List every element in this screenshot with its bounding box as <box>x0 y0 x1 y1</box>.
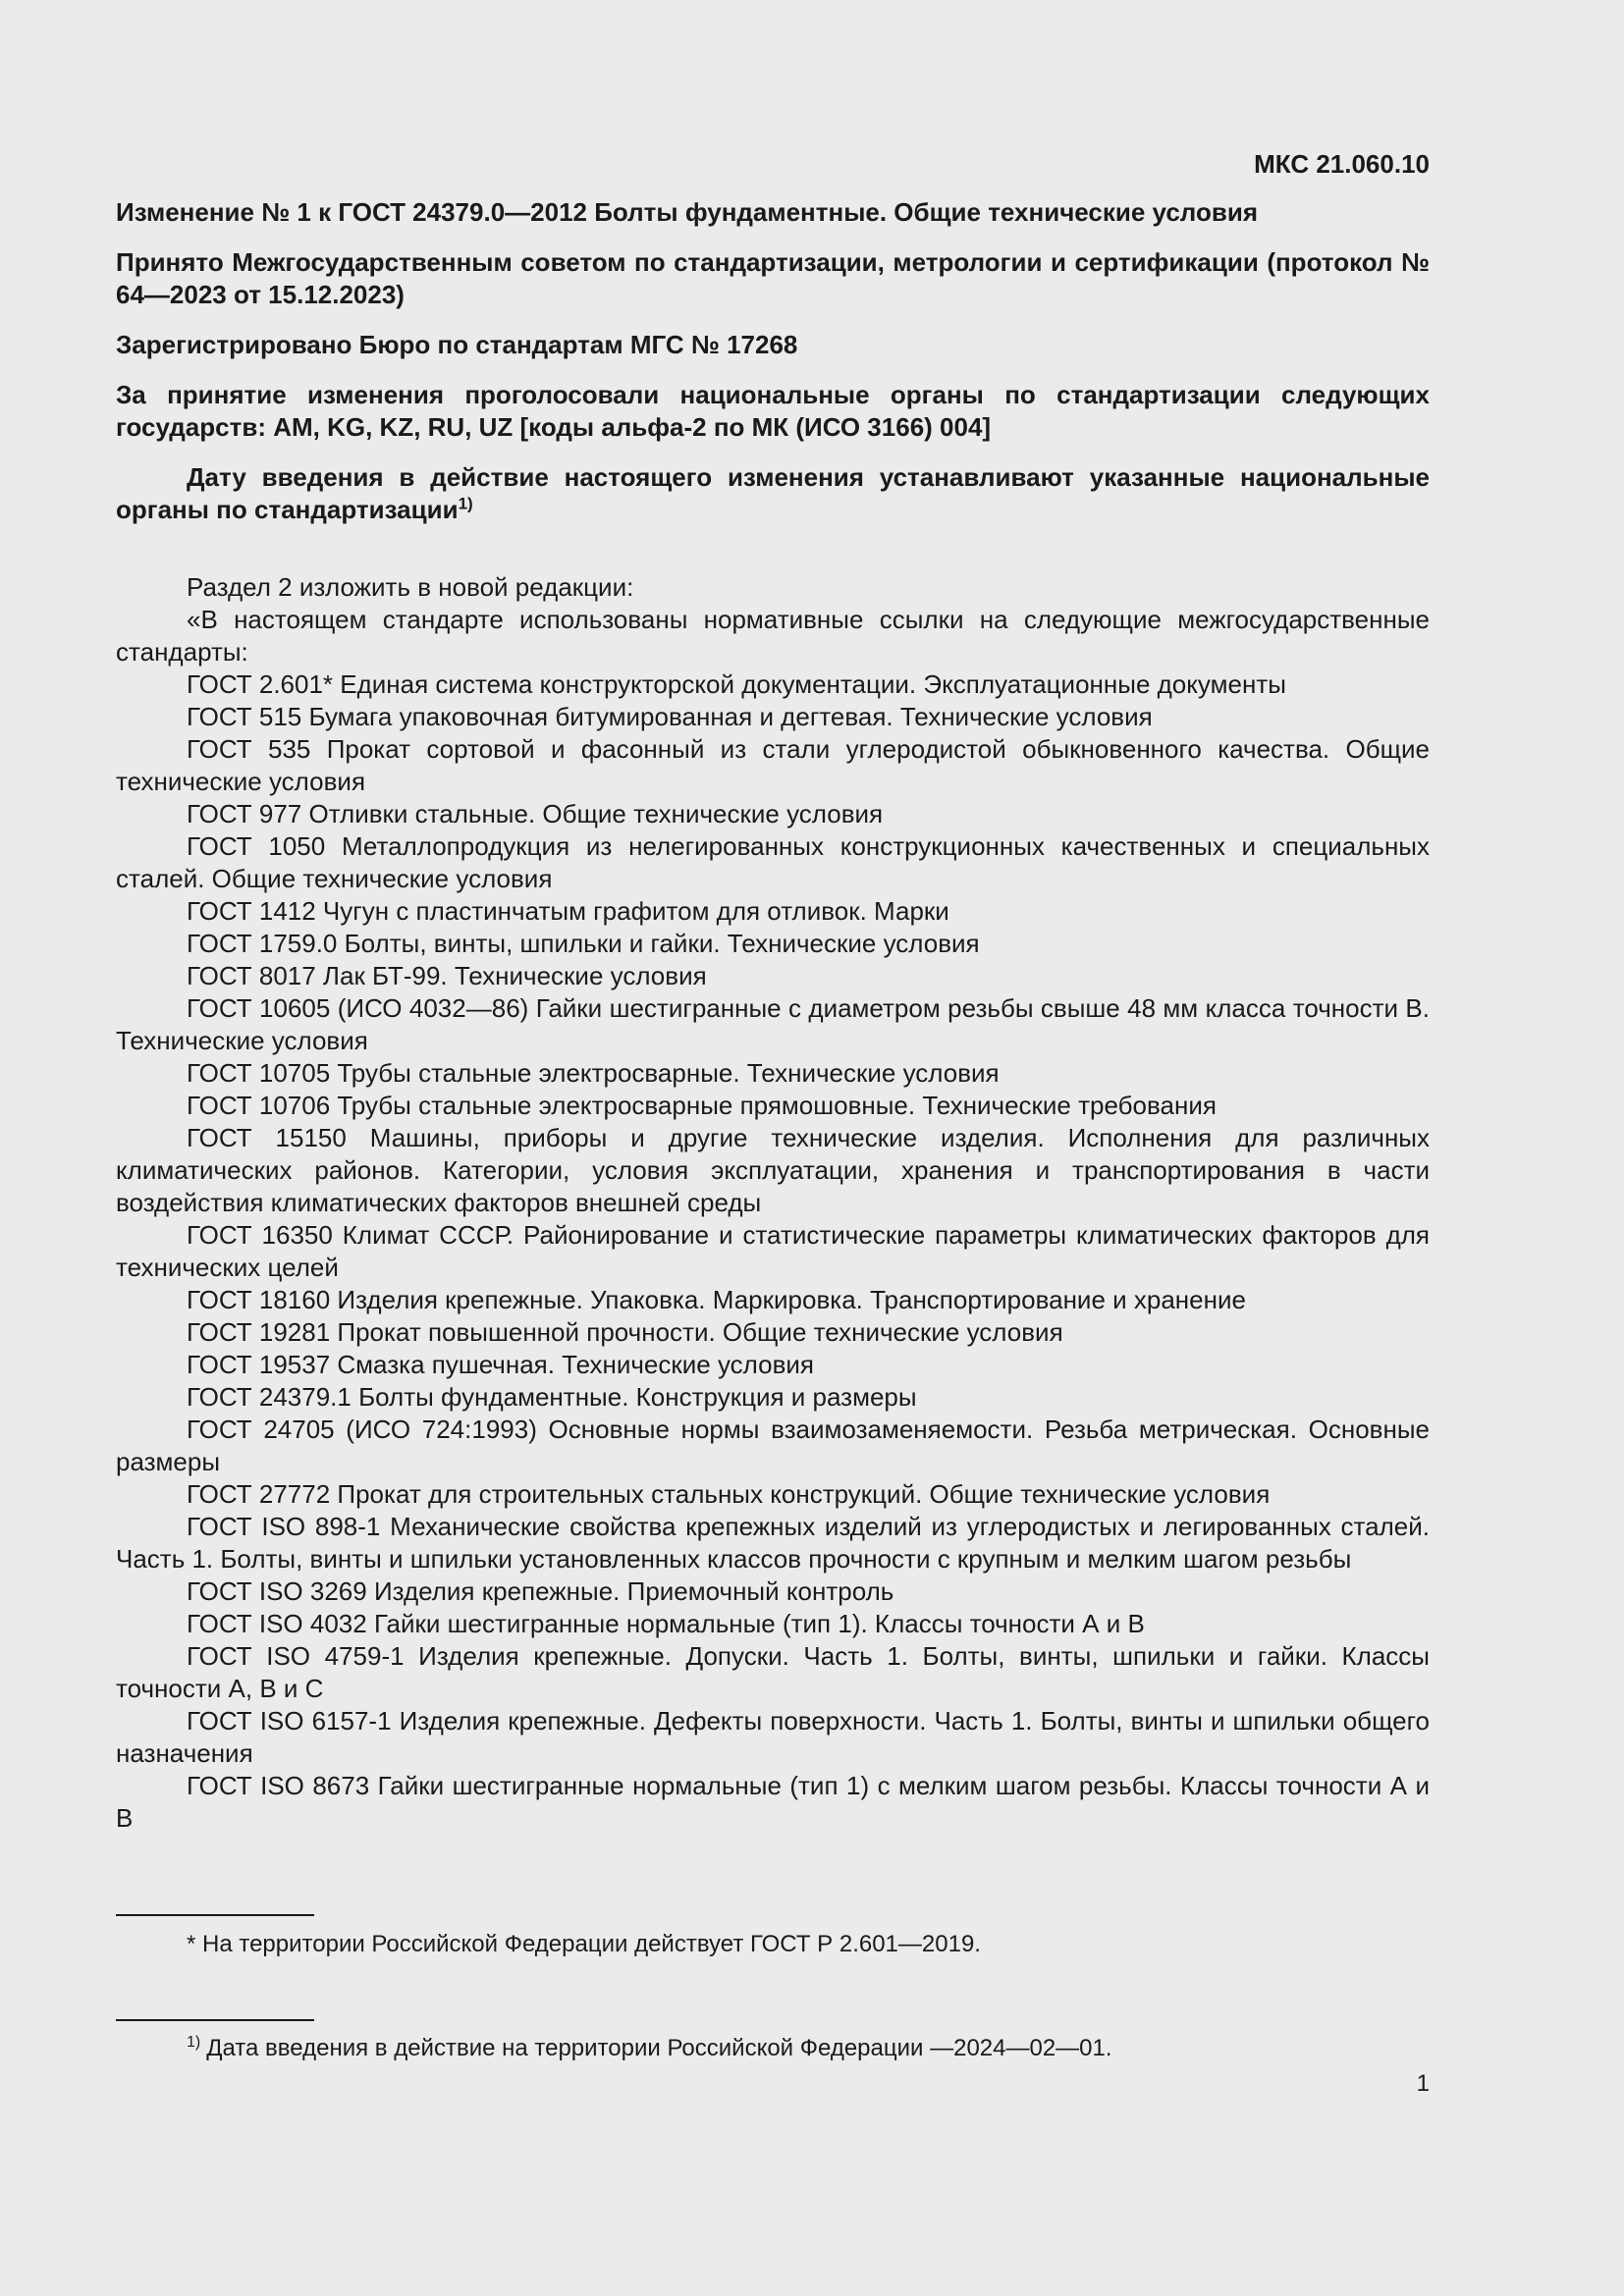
mks-code: МКС 21.060.10 <box>1254 149 1430 179</box>
intro-date-text: Дату введения в действие настоящего изменения устанавливают указанные национальные органы по стандартизации <box>116 462 1430 524</box>
normative-reference-item: ГОСТ 10605 (ИСО 4032—86) Гайки шестигранные с диаметром резьбы свыше 48 мм класса точности В. Технические условия <box>116 993 1430 1055</box>
normative-reference-item: ГОСТ 24705 (ИСО 724:1993) Основные нормы взаимозаменяемости. Резьба метрическая. Основные размеры <box>116 1415 1430 1476</box>
adopted-statement: Принято Межгосударственным советом по стандартизации, метрологии и сертификации (протокол № 64—2023 от 15.12.2023) <box>116 247 1430 309</box>
normative-reference-item: ГОСТ 977 Отливки стальные. Общие технические условия <box>187 799 884 828</box>
normative-reference-item: ГОСТ ISO 898-1 Механические свойства крепежных изделий из углеродистых и легированных сталей. Часть 1. Болты, винты и шпильки установленных классов прочности с крупным и мелким шагом резьбы <box>116 1512 1430 1574</box>
normative-reference-item: ГОСТ ISO 8673 Гайки шестигранные нормальные (тип 1) с мелким шагом резьбы. Классы точности А и В <box>116 1771 1430 1833</box>
normative-reference-item: ГОСТ 8017 Лак БТ-99. Технические условия <box>187 961 707 990</box>
normative-reference-item: ГОСТ 535 Прокат сортовой и фасонный из стали углеродистой обыкновенного качества. Общие технические условия <box>116 734 1430 796</box>
page-content <box>116 147 1430 1835</box>
page-number: 1 <box>1416 2070 1430 2097</box>
normative-reference-item: ГОСТ 24379.1 Болты фундаментные. Конструкция и размеры <box>187 1382 917 1412</box>
normative-reference-item: ГОСТ 1412 Чугун с пластинчатым графитом для отливок. Марки <box>187 896 949 926</box>
footnote-one-text: Дата введения в действие на территории Российской Федерации —2024—02—01. <box>206 2035 1112 2061</box>
normative-reference-item: ГОСТ 15150 Машины, приборы и другие технические изделия. Исполнения для различных климатических районов. Категории, условия эксплуатации, хранения и транспортирования в части воздействия климатических факторов внешней среды <box>116 1123 1430 1217</box>
footnote-divider-1 <box>116 1914 314 1916</box>
normative-reference-item: ГОСТ 1759.0 Болты, винты, шпильки и гайки. Технические условия <box>187 929 980 958</box>
footnote-one-marker: 1) <box>187 2034 201 2051</box>
normative-reference-item: ГОСТ ISO 6157-1 Изделия крепежные. Дефекты поверхности. Часть 1. Болты, винты и шпильки общего назначения <box>116 1706 1430 1768</box>
footnote-one <box>187 2034 1112 2063</box>
footnote-ref-1: 1) <box>458 494 473 513</box>
amendment-body <box>116 571 1430 1835</box>
footnote-divider-2 <box>116 2019 314 2021</box>
normative-reference-item: ГОСТ 16350 Климат СССР. Районирование и статистические параметры климатических факторов для технических целей <box>116 1220 1430 1282</box>
normative-reference-item: ГОСТ 2.601* Единая система конструкторской документации. Эксплуатационные документы <box>187 669 1286 699</box>
normative-reference-item: ГОСТ ISO 4759-1 Изделия крепежные. Допуски. Часть 1. Болты, винты, шпильки и гайки. Классы точности А, В и С <box>116 1641 1430 1703</box>
normative-reference-item: ГОСТ 27772 Прокат для строительных стальных конструкций. Общие технические условия <box>187 1479 1271 1509</box>
normative-reference-item: ГОСТ 19281 Прокат повышенной прочности. Общие технические условия <box>187 1317 1063 1347</box>
normative-reference-item: ГОСТ 19537 Смазка пушечная. Технические условия <box>187 1350 815 1379</box>
normative-reference-item: ГОСТ 515 Бумага упаковочная битумированная и дегтевая. Технические условия <box>187 702 1153 731</box>
normative-reference-item: ГОСТ 10706 Трубы стальные электросварные прямошовные. Технические требования <box>187 1091 1217 1120</box>
normative-refs-intro: «В настоящем стандарте использованы нормативные ссылки на следующие межгосударственные стандарты: <box>116 605 1430 667</box>
normative-reference-item: ГОСТ ISO 4032 Гайки шестигранные нормальные (тип 1). Классы точности А и В <box>187 1609 1145 1638</box>
registration-statement: Зарегистрировано Бюро по стандартам МГС № 17268 <box>116 330 798 359</box>
footnote-star: * На территории Российской Федерации действует ГОСТ Р 2.601—2019. <box>187 1931 981 1957</box>
amendment-title: Изменение № 1 к ГОСТ 24379.0—2012 Болты фундаментные. Общие технические условия <box>116 197 1259 227</box>
normative-reference-item: ГОСТ 18160 Изделия крепежные. Упаковка. Маркировка. Транспортирование и хранение <box>187 1285 1246 1314</box>
voting-statement: За принятие изменения проголосовали национальные органы по стандартизации следующих государств: AM, KG, KZ, RU, UZ [коды альфа-2 по МК (ИСО 3166) 004] <box>116 380 1430 442</box>
normative-reference-item: ГОСТ 1050 Металлопродукция из нелегированных конструкционных качественных и специальных сталей. Общие технические условия <box>116 831 1430 893</box>
intro-date-statement <box>116 461 1430 526</box>
normative-reference-item: ГОСТ 10705 Трубы стальные электросварные. Технические условия <box>187 1058 1000 1088</box>
section-instruction: Раздел 2 изложить в новой редакции: <box>187 572 634 602</box>
normative-reference-item: ГОСТ ISO 3269 Изделия крепежные. Приемочный контроль <box>187 1576 894 1606</box>
